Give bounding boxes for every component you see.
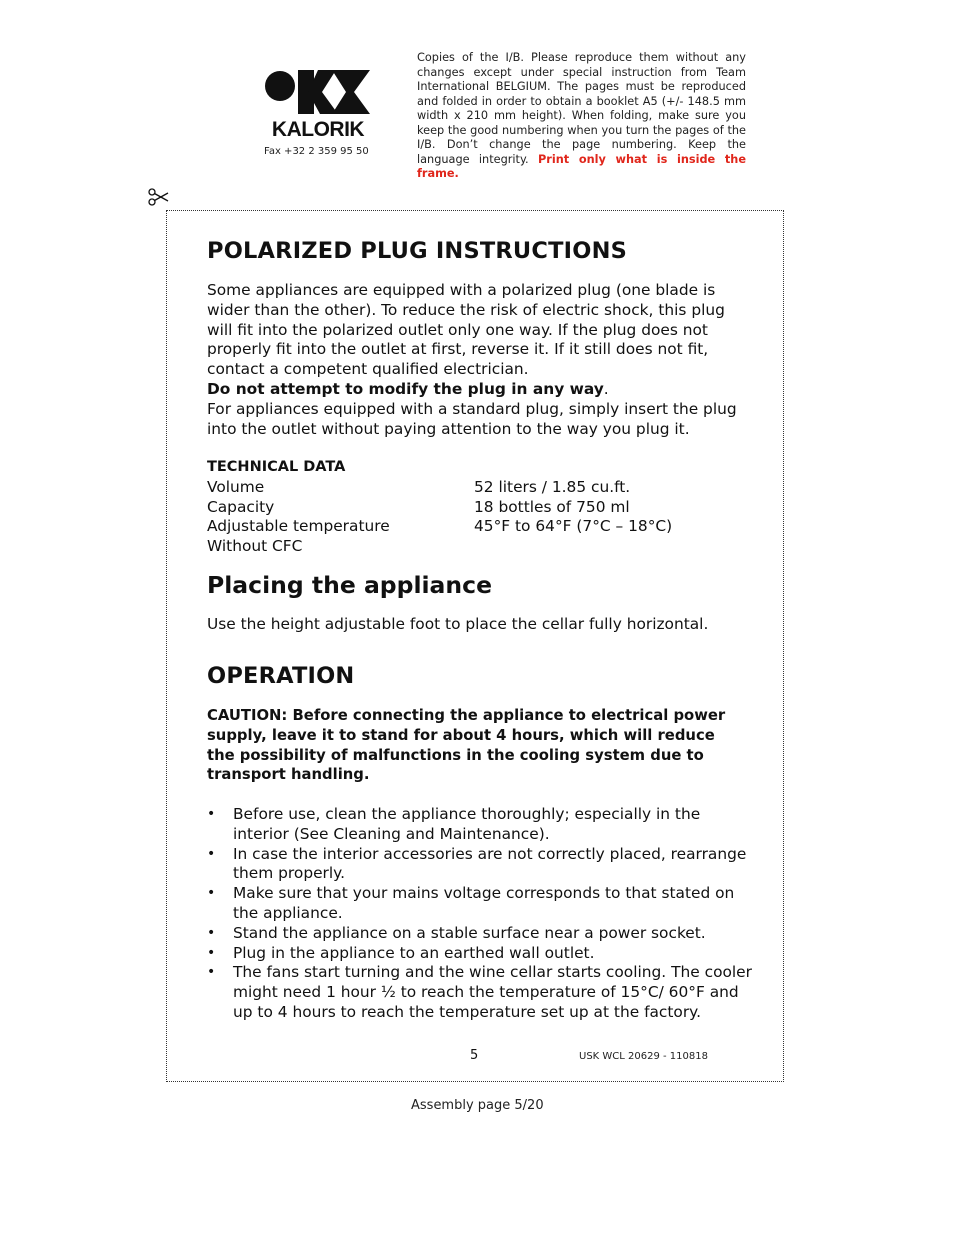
list-item-text: The fans start turning and the wine cellar starts cooling. The cooler might need 1 hour ½ to reach the temperature of 15°C/ 60°F and up to 4 hours to reach the temperature set up at the factory. (233, 963, 752, 1021)
polarized-body (207, 281, 752, 439)
kalorik-logo (262, 66, 374, 140)
polarized-title: POLARIZED PLUG INSTRUCTIONS (207, 238, 628, 264)
plug-warning (207, 380, 752, 400)
fax-number: Fax +32 2 359 95 50 (264, 146, 369, 157)
tech-label: Without CFC (207, 537, 303, 556)
operation-title: OPERATION (207, 663, 355, 689)
bullet-icon: • (207, 964, 216, 981)
reproduction-text: Copies of the I/B. Please reproduce them without any changes except under special instruction from Team International BELGIUM. The pages must be reproduced and folded in order to obtain a booklet A5 (+/- 148.5 mm width x 210 mm height). When folding, make sure you keep the good numbering when you turn the pages of the I/B. Don’t change the page numbering. Keep the language integrity. (417, 51, 746, 166)
bullet-icon: • (207, 885, 216, 902)
plug-warning-end: . (603, 379, 609, 398)
bullet-icon: • (207, 806, 216, 822)
tech-row (207, 537, 752, 557)
bullet-icon: • (207, 924, 216, 941)
list-item (207, 924, 752, 944)
placing-body (207, 615, 752, 635)
scissors-icon (147, 188, 169, 206)
tech-row (207, 517, 752, 537)
document-code: USK WCL 20629 - 110818 (579, 1051, 708, 1062)
tech-label: Volume (207, 477, 265, 496)
tech-value: 45°F to 64°F (7°C – 18°C) (474, 517, 673, 536)
tech-row (207, 498, 752, 518)
plug-warning-text: Do not attempt to modify the plug in any way (207, 379, 604, 398)
standard-plug-paragraph: For appliances equipped with a standard plug, simply insert the plug into the outlet without paying attention to the way you plug it. (207, 399, 737, 438)
operation-section (207, 663, 752, 689)
tech-row (207, 478, 752, 498)
operation-caution (207, 706, 727, 785)
list-item-text: In case the interior accessories are not correctly placed, rearrange them properly. (233, 844, 747, 883)
list-item-text: Before use, clean the appliance thoroughly; especially in the interior (See Cleaning and Maintenance). (233, 805, 701, 843)
tech-label: Capacity (207, 497, 275, 516)
caution-text: CAUTION: Before connecting the appliance to electrical power supply, leave it to stand for about 4 hours, which will reduce the possibility of malfunctions in the cooling system due to transport handling. (207, 707, 726, 784)
list-item-text: Plug in the appliance to an earthed wall outlet. (233, 943, 595, 962)
list-item (207, 884, 752, 924)
placing-title: Placing the appliance (207, 571, 493, 599)
list-item (207, 944, 752, 964)
print-frame-warning: Print only what is inside the frame. (417, 152, 746, 180)
list-item-text: Stand the appliance on a stable surface near a power socket. (233, 923, 706, 942)
list-item (207, 805, 752, 845)
page-number: 5 (470, 1048, 479, 1063)
assembly-page: Assembly page 5/20 (411, 1098, 544, 1113)
technical-data (207, 458, 752, 557)
polarized-paragraph: Some appliances are equipped with a polarized plug (one blade is wider than the other). To reduce the risk of electric shock, this plug will fit into the polarized outlet only one way. If the plug does not properly fit into the outlet at first, reverse it. If it still does not fit, contact a competent qualified electrician. (207, 281, 725, 379)
tech-value: 18 bottles of 750 ml (474, 497, 630, 516)
placing-text: Use the height adjustable foot to place the cellar fully horizontal. (207, 615, 709, 633)
list-item (207, 845, 752, 885)
operation-list (207, 805, 752, 1023)
bullet-icon: • (207, 845, 216, 862)
list-item (207, 963, 752, 1022)
placing-section (207, 571, 752, 599)
svg-text:KALORIK: KALORIK (271, 118, 365, 140)
reproduction-instructions (417, 51, 746, 182)
bullet-icon: • (207, 944, 216, 961)
tech-value: 52 liters / 1.85 cu.ft. (474, 477, 631, 496)
list-item-text: Make sure that your mains voltage corresponds to that stated on the appliance. (233, 884, 735, 922)
tech-label: Adjustable temperature (207, 517, 390, 536)
polarized-section (207, 238, 752, 264)
technical-heading: TECHNICAL DATA (207, 459, 346, 475)
